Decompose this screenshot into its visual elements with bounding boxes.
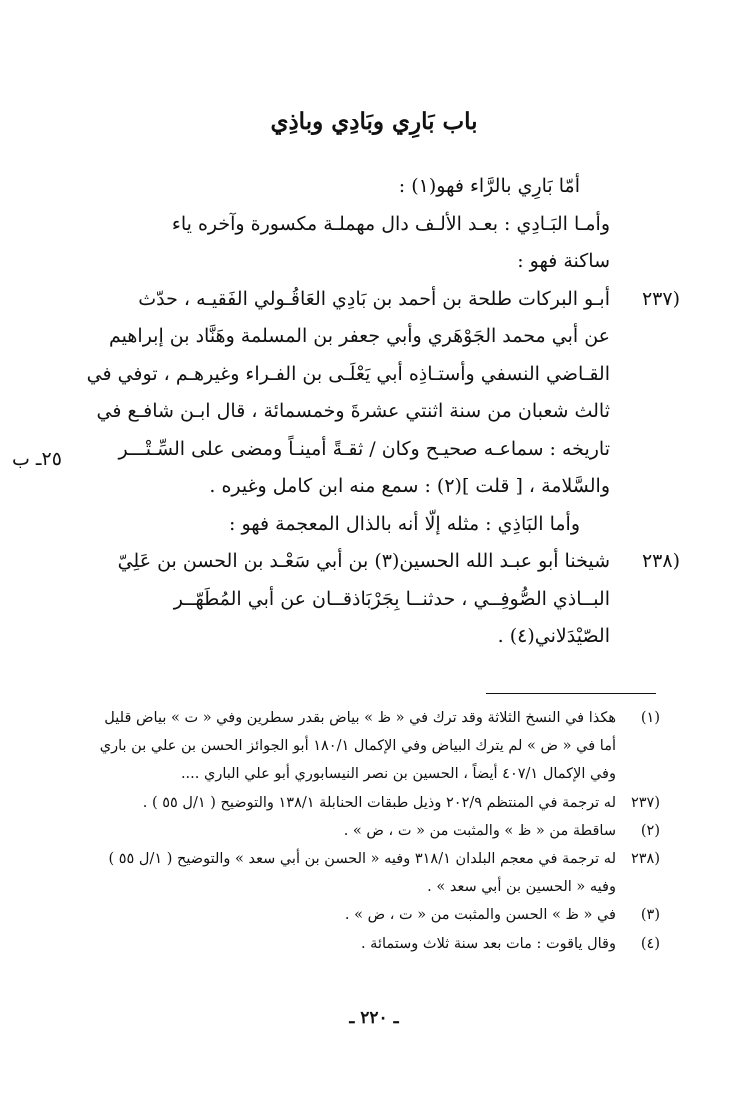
text-line: ثالث شعبان من سنة اثنتي عشرةَ وخمسمائة ، قال ابـن شافـع في: [96, 400, 610, 422]
footnote-text: هكذا في النسخ الثلاثة وقد ترك في « ظ » بياض بقدر سطرين وفي « ت » بياض قليل: [104, 710, 616, 726]
text-line: عن أبي محمد الجَوْهَري وأبي جعفر بن المسلمة وهَنَّاد بن إبراهيم: [109, 325, 610, 347]
text-line: وأمـا البَـادِي : بعـد الألـف دال مهملـة مكسورة وآخره ياء: [171, 212, 610, 235]
text-line: وأما البَاذِي : مثله إلّا أنه بالذال المعجمة فهو :: [229, 512, 580, 535]
text-line: الصّيْدَلاني(٤) .: [497, 625, 610, 647]
footnote-number: (٢٣٨: [630, 850, 660, 867]
footnote-line: وفيه « الحسين بن أبي سعد » .: [427, 879, 616, 896]
footnote-line: [40, 930, 660, 958]
footnote-number: (١): [640, 710, 660, 726]
entry-237-first-line: [20, 281, 680, 319]
footnote-line: [40, 704, 660, 732]
text-line: أمّا بَارِي بالرَّاء فهو(١) :: [398, 175, 580, 197]
entry-number-238: (٢٣٨: [641, 550, 680, 572]
footnote-line: وفي الإكمال ٤٠٧/١ أيضاً ، الحسين بن نصر النيسابوري أبو علي الباري ....: [180, 766, 616, 783]
text-line: شيخنا أبو عبـد الله الحسين(٣) بن أبي سَعْـد بن الحسن بن عَلِيّ: [117, 550, 610, 572]
chapter-title: باب بَارِي وبَادِي وباذِي: [270, 108, 478, 135]
text-line: والسَّلامة ، [ قلت ](٢) : سمع منه ابن كامل وغيره .: [209, 475, 610, 497]
footnote-text: وقال ياقوت : مات بعد سنة ثلاث وستمائة .: [360, 935, 616, 952]
footnote-line: [40, 845, 660, 873]
text-line: تاريخه : سماعـه صحيـح وكان / ثقـةً أمينـاً ومضى على السِّـتْـــر: [118, 437, 610, 460]
footnote-line: [40, 789, 660, 817]
text-line: القـاضي النسفي وأستـاذِه أبي يَعْلَـى بن الفـراء وغيرهـم ، توفي في: [86, 362, 610, 385]
footnote-text: له ترجمة في المنتظم ٢٠٢/٩ وذيل طبقات الحنابلة ١٣٨/١ والتوضيح ( ١/ل ٥٥ ) .: [142, 794, 616, 811]
footnote-line: [40, 901, 660, 929]
footnote-number: (٣): [640, 907, 660, 924]
footnote-divider: [486, 693, 656, 694]
footnote-text: ساقطة من « ظ » والمثبت من « ت ، ض » .: [343, 822, 616, 839]
page-number: ـ ٢٢٠ ـ: [349, 1008, 399, 1028]
footnote-number: (٢٣٧: [630, 794, 660, 811]
text-line: ساكنة فهو :: [517, 250, 610, 272]
footnote-line: [40, 817, 660, 845]
footnote-text: في « ظ » الحسن والمثبت من « ت ، ض » .: [344, 907, 616, 924]
footnotes: [40, 704, 660, 958]
main-text: [20, 168, 680, 656]
footnote-line: أما في « ض » لم يترك البياض وفي الإكمال ١٨٠/١ أبو الجوائز الحسن بن علي بن باري: [99, 738, 616, 755]
text-line: أبـو البركات طلحة بن أحمد بن بَادِي العَاقُـولي الفَقيـه ، حدّث: [138, 287, 610, 310]
entry-number-237: (٢٣٧: [641, 287, 680, 310]
text-line: البــاذي الصُّوفِــي ، حدثنــا بِجَرْبَاذقــان عن أبي المُطَهّــر: [173, 587, 610, 610]
footnote-number: (٢): [640, 822, 660, 839]
footnote-text: له ترجمة في معجم البلدان ٣١٨/١ وفيه « الحسن بن أبي سعد » والتوضيح ( ١/ل ٥٥ ): [108, 850, 616, 867]
footnote-number: (٤): [640, 935, 660, 952]
entry-238-first-line: [20, 543, 680, 581]
margin-folio-note: ٢٥ـ ب: [12, 448, 62, 470]
